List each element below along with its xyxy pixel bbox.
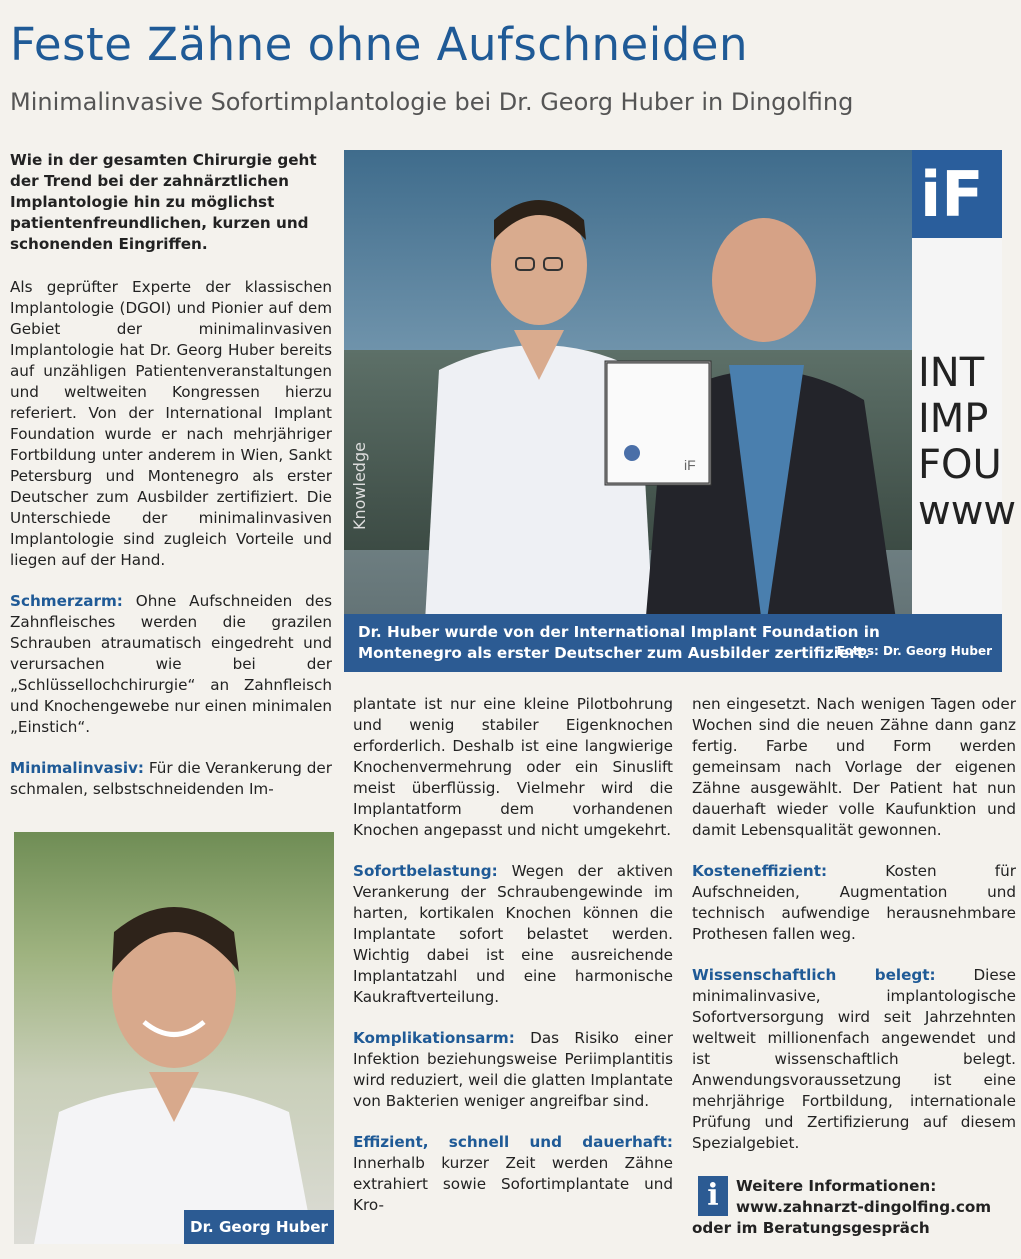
info-icon: i	[698, 1176, 728, 1216]
section-text: Ohne Aufschneiden des Zahnfleisches werden die grazilen Schrauben atraumatisch eingedreht und verursachen wie bei der „Schlüssellochchirurgie“ an Zahnfleisch und Knochengewebe nur einen minimalen „Einstich“.	[10, 592, 333, 736]
banner-line: FOU	[918, 442, 1002, 488]
banner-line: IMP	[918, 396, 989, 442]
section-wissenschaftlich	[692, 965, 1016, 1154]
body-paragraph: Als geprüfter Experte der klassischen Implantologie (DGOI) und Pionier auf dem Gebiet der minimalinvasiven Implantologie hat Dr. Georg Huber bereits auf unzähligen Patientenveranstaltungen und weltweiten Kongressen hierzu referiert. Von der International Implant Foundation wurde er nach mehrjähriger Fortbildung unter anderem in Wien, Sankt Petersburg und Montenegro als erster Deutscher zum Ausbilder zertifiziert. Die Unterschiede der minimalinvasiven Implantologie sind zugleich Vorteile und liegen auf der Hand.	[10, 278, 332, 569]
photo-caption-box	[344, 614, 1002, 672]
body-paragraph: plantate ist nur eine kleine Pilotbohrung und wenig stabiler Eigenknochen erforderlich. Deshalb ist eine langwierige Knochenvermehrung oder ein Sinuslift meist überflüssig. Vielmehr wird die Implantatform dem vorhandenen Knochen angepasst und nicht umgekehrt.	[353, 695, 673, 839]
section-minimalinvasiv	[10, 758, 332, 800]
banner-text	[918, 350, 1016, 534]
section-text: Kosten für Aufschneiden, Augmentation und technisch aufwendige herausnehmbare Prothesen fallen weg.	[692, 862, 1016, 943]
right-column	[692, 694, 1016, 1174]
portrait-photo	[14, 832, 334, 1244]
banner-panel	[912, 150, 1017, 620]
banner-logo-bar	[912, 150, 1002, 238]
award-photo	[344, 150, 1017, 672]
side-text: Knowledge	[350, 442, 369, 530]
certificate-logo: iF	[684, 457, 696, 473]
section-heading: Minimalinvasiv:	[10, 759, 145, 777]
banner-logo: iF	[920, 158, 984, 231]
article-title: Feste Zähne ohne Aufschneiden	[10, 18, 749, 71]
photo-caption: Dr. Huber wurde von der International Implant Foundation in Montenegro als erster Deutscher zum Ausbilder zertifiziert.	[358, 623, 880, 662]
info-note: oder im Beratungsgespräch	[692, 1219, 930, 1237]
info-heading: Weitere Informationen:	[736, 1177, 937, 1195]
section-heading: Effizient, schnell und dauerhaft:	[353, 1133, 673, 1151]
section-text: Wegen der aktiven Verankerung der Schraubengewinde im harten, kortikalen Knochen können die Implantate sofort belastet werden. Wichtig dabei ist eine ausreichende Implantatzahl und eine harmonische Kaukraftverteilung.	[353, 862, 674, 1006]
section-heading: Schmerzarm:	[10, 592, 123, 610]
article-subtitle: Minimalinvasive Sofortimplantologie bei Dr. Georg Huber in Dingolfing	[10, 88, 854, 116]
website-link[interactable]: www.zahnarzt-dingolfing.com	[736, 1198, 992, 1216]
body-paragraph: nen eingesetzt. Nach wenigen Tagen oder Wochen sind die neuen Zähne dann ganz fertig. Farbe und Form werden gemeinsam nach Vorlage der eigenen Zähne ausgewählt. Der Patient hat nun dauerhaft wieder volle Kaufunktion und damit Lebensqualität gewonnen.	[692, 695, 1016, 839]
section-text: Innerhalb kurzer Zeit werden Zähne extrahiert sowie Sofortimplantate und Kro-	[353, 1154, 673, 1214]
middle-column	[353, 694, 673, 1236]
section-heading: Sofortbelastung:	[353, 862, 498, 880]
banner-line: www	[918, 488, 1017, 534]
section-heading: Komplikationsarm:	[353, 1029, 515, 1047]
section-heading: Wissenschaftlich belegt:	[692, 966, 936, 984]
photo-credit: Fotos: Dr. Georg Huber	[836, 644, 992, 658]
section-komplikationsarm	[353, 1028, 673, 1112]
section-sofortbelastung	[353, 861, 673, 1008]
portrait-figure	[34, 872, 314, 1244]
banner-line: INT	[918, 350, 985, 396]
intro-paragraph: Wie in der gesamten Chirurgie geht der Trend bei der zahnärztlichen Implantologie hin zu möglichst patientenfreundlichen, kurzen und schonenden Eingriffen.	[10, 151, 317, 253]
section-text: Das Risiko einer Infektion beziehungsweise Periimplantitis wird reduziert, weil die glatten Implantate von Bakterien weniger angreifbar sind.	[353, 1029, 674, 1110]
section-text: Diese minimalinvasive, implantologische Sofortversorgung wird seit Jahrzehnten weltweit millionenfach angewendet und ist wissenschaftlich belegt. Anwendungsvoraussetzung ist eine mehrjährige Fortbildung, internationale Prüfung und Zertifizierung auf diesem Spezialgebiet.	[692, 966, 1016, 1152]
section-effizient	[353, 1132, 673, 1216]
portrait-caption: Dr. Georg Huber	[184, 1210, 334, 1244]
left-column	[10, 150, 332, 820]
section-text: Für die Verankerung der schmalen, selbstschneidenden Im-	[10, 759, 332, 798]
section-kosteneffizient	[692, 861, 1016, 945]
section-heading: Kosteneffizient:	[692, 862, 828, 880]
section-schmerzarm	[10, 591, 332, 738]
info-box	[692, 1176, 1020, 1239]
certificate	[602, 358, 714, 488]
